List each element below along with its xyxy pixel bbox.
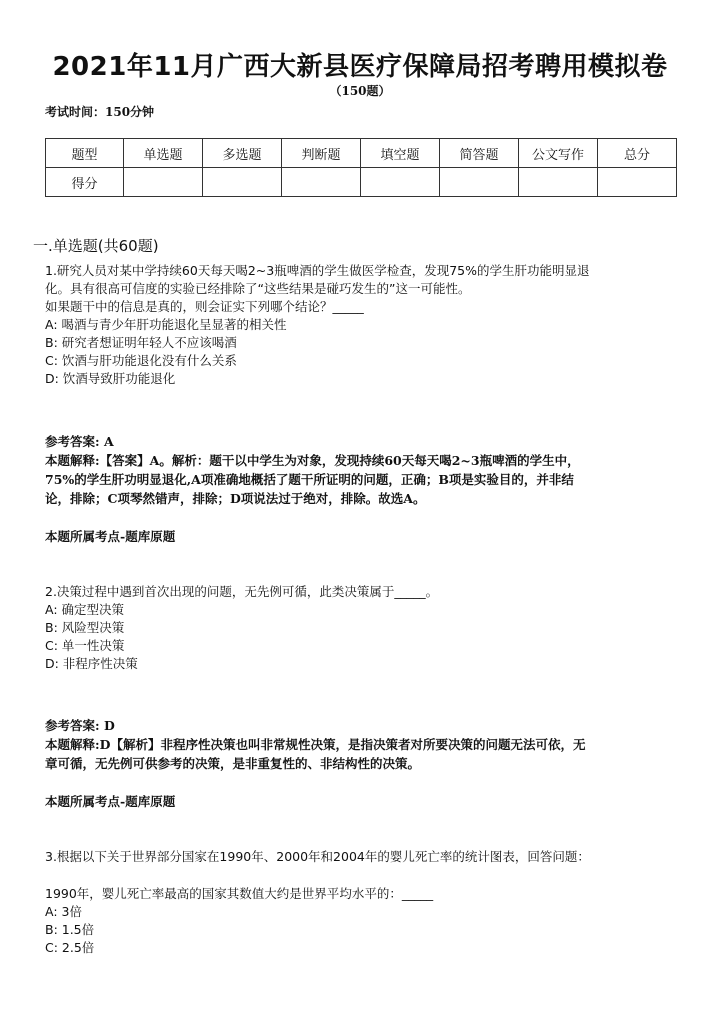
option: A: 3倍 bbox=[45, 904, 82, 919]
score-table-score-row bbox=[46, 168, 677, 197]
header-cell: 判断题 bbox=[282, 139, 361, 168]
question-1-stem bbox=[45, 262, 675, 388]
explanation-line: 75%的学生肝功明显退化,A项准确地概括了题干所证明的问题，正确；B项是实验目的，并非结 bbox=[45, 472, 574, 487]
question-3-sub bbox=[45, 885, 675, 957]
score-cell bbox=[598, 168, 677, 197]
score-table-header-row bbox=[46, 139, 677, 168]
question-2-source: 本题所属考点-题库原题 bbox=[45, 794, 176, 809]
header-cell: 简答题 bbox=[440, 139, 519, 168]
score-cell bbox=[519, 168, 598, 197]
stem-line: 如果题干中的信息是真的，则会证实下列哪个结论？_____ bbox=[45, 299, 364, 314]
score-table bbox=[45, 138, 677, 197]
option: C: 饮酒与肝功能退化没有什么关系 bbox=[45, 353, 237, 368]
question-2-stem bbox=[45, 583, 675, 673]
section-title: 一.单选题(共60题) bbox=[33, 237, 159, 255]
header-cell: 总分 bbox=[598, 139, 677, 168]
question-1-answer-block bbox=[45, 432, 675, 508]
header-cell: 多选题 bbox=[203, 139, 282, 168]
question-count: （150题） bbox=[329, 84, 391, 98]
question-3-stem bbox=[45, 848, 675, 866]
option: C: 单一性决策 bbox=[45, 638, 125, 653]
option: A: 喝酒与青少年肝功能退化呈显著的相关性 bbox=[45, 317, 287, 332]
option: D: 非程序性决策 bbox=[45, 656, 138, 671]
score-cell bbox=[203, 168, 282, 197]
stem-line: 1.研究人员对某中学持续60天每天喝2~3瓶啤酒的学生做医学检查，发现75%的学生肝功能明显退 bbox=[45, 263, 590, 278]
question-1-source: 本题所属考点-题库原题 bbox=[45, 529, 176, 544]
exam-time: 考试时间：150分钟 bbox=[45, 105, 155, 119]
header-cell: 公文写作 bbox=[519, 139, 598, 168]
stem-line: 2.决策过程中遇到首次出现的问题，无先例可循，此类决策属于_____。 bbox=[45, 584, 439, 599]
score-cell bbox=[282, 168, 361, 197]
stem-line: 化。具有很高可信度的实验已经排除了“这些结果是碰巧发生的”这一可能性。 bbox=[45, 281, 471, 296]
question-2-answer-block bbox=[45, 716, 675, 773]
option: B: 1.5倍 bbox=[45, 922, 95, 937]
explanation-line: 论，排除；C项琴然错声，排除；D项说法过于绝对，排除。故选A。 bbox=[45, 491, 426, 506]
sub-question: 1990年，婴儿死亡率最高的国家其数值大约是世界平均水平的：_____ bbox=[45, 886, 434, 901]
score-cell bbox=[440, 168, 519, 197]
header-cell: 题型 bbox=[46, 139, 124, 168]
score-cell bbox=[361, 168, 440, 197]
answer: 参考答案: D bbox=[45, 718, 115, 733]
score-cell bbox=[124, 168, 203, 197]
score-row-label: 得分 bbox=[46, 168, 124, 197]
explanation-line: 本题解释:D【解析】非程序性决策也叫非常规性决策，是指决策者对所要决策的问题无法可依，无 bbox=[45, 737, 586, 752]
explanation-line: 章可循，无先例可供参考的决策，是非重复性的、非结构性的决策。 bbox=[45, 756, 421, 771]
explanation-line: 本题解释:【答案】A。解析：题干以中学生为对象，发现持续60天每天喝2~3瓶啤酒的学生中， bbox=[45, 453, 580, 468]
option: B: 风险型决策 bbox=[45, 620, 125, 635]
document-title: 2021年11月广西大新县医疗保障局招考聘用模拟卷 bbox=[52, 52, 668, 82]
answer: 参考答案: A bbox=[45, 434, 114, 449]
option: A: 确定型决策 bbox=[45, 602, 125, 617]
header-cell: 填空题 bbox=[361, 139, 440, 168]
option: B: 研究者想证明年轻人不应该喝酒 bbox=[45, 335, 237, 350]
header-cell: 单选题 bbox=[124, 139, 203, 168]
option: C: 2.5倍 bbox=[45, 940, 95, 955]
stem-line: 3.根据以下关于世界部分国家在1990年、2000年和2004年的婴儿死亡率的统计图表，回答问题： bbox=[45, 849, 590, 864]
option: D: 饮酒导致肝功能退化 bbox=[45, 371, 176, 386]
